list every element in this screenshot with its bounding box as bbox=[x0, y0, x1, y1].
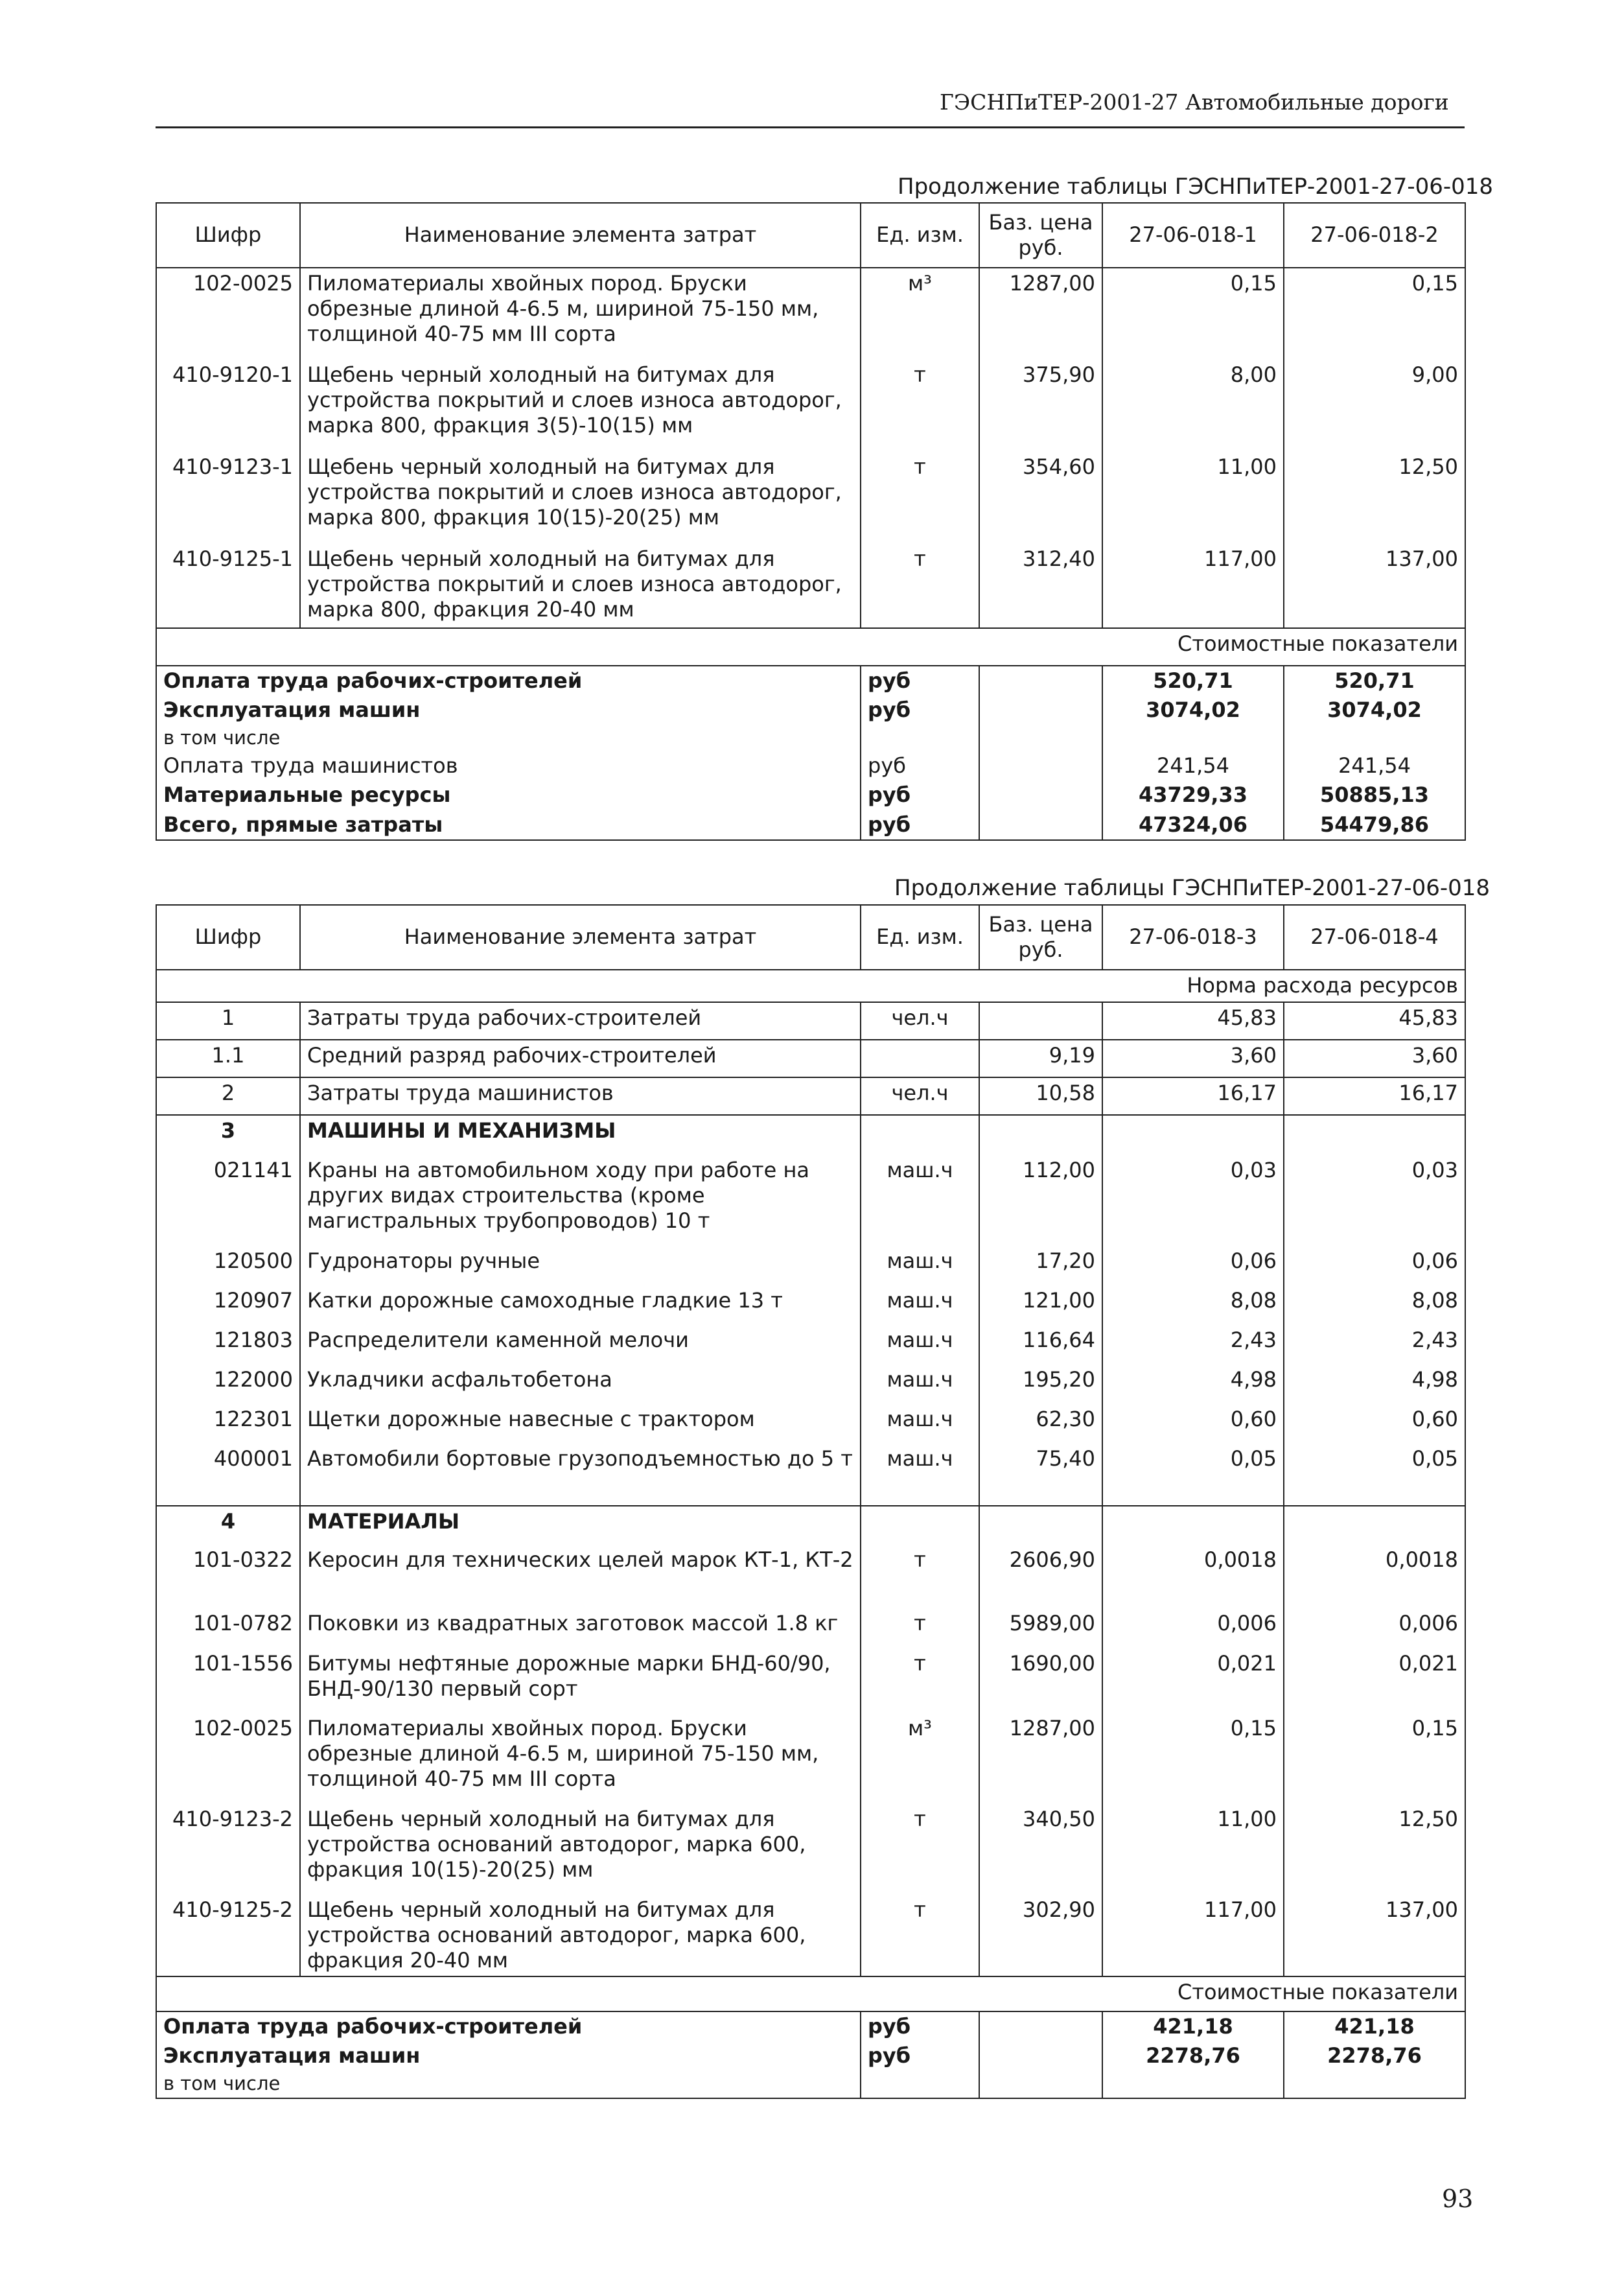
row-unit: чел.ч bbox=[861, 1002, 979, 1040]
row-name: Щебень черный холодный на битумах для устройства покрытий и слоев износа автодорог, марка 800, фракция 10(15)-20(25) мм bbox=[300, 452, 861, 544]
row-name: Поковки из квадратных заготовок массой 1.8 кг bbox=[300, 1608, 861, 1648]
table-row bbox=[156, 1895, 1465, 1976]
cost-row bbox=[156, 2011, 1465, 2041]
row-code: 1 bbox=[156, 1002, 300, 1040]
row-c2: 137,00 bbox=[1284, 1895, 1465, 1976]
row-c2: 0,15 bbox=[1284, 1713, 1465, 1804]
cost-unit: руб bbox=[861, 780, 979, 810]
row-price: 1287,00 bbox=[979, 268, 1102, 360]
row-unit: т bbox=[861, 1804, 979, 1895]
table-row bbox=[156, 1365, 1465, 1404]
section-code: 3 bbox=[156, 1115, 300, 1155]
row-c2: 45,83 bbox=[1284, 1002, 1465, 1040]
row-unit: маш.ч bbox=[861, 1246, 979, 1285]
cost-row bbox=[156, 2041, 1465, 2070]
row-code: 410-9123-2 bbox=[156, 1804, 300, 1895]
row-price: 116,64 bbox=[979, 1325, 1102, 1365]
cost-label: Всего, прямые затраты bbox=[156, 810, 861, 840]
table-row bbox=[156, 1545, 1465, 1608]
cost-row bbox=[156, 751, 1465, 780]
row-c1: 0,15 bbox=[1102, 1713, 1284, 1804]
table1-col-c1: 27-06-018-1 bbox=[1102, 203, 1284, 268]
table-row bbox=[156, 1804, 1465, 1895]
table2-col-code: Шифр bbox=[156, 905, 300, 970]
row-c1: 0,0018 bbox=[1102, 1545, 1284, 1608]
row-c2: 8,08 bbox=[1284, 1285, 1465, 1325]
section-empty bbox=[1102, 1506, 1284, 1545]
section-empty bbox=[1284, 1115, 1465, 1155]
row-unit: т bbox=[861, 1648, 979, 1713]
row-name: Щебень черный холодный на битумах для устройства оснований автодорог, марка 600, фракция 10(15)-20(25) мм bbox=[300, 1804, 861, 1895]
row-c2: 3,60 bbox=[1284, 1040, 1465, 1077]
table2 bbox=[156, 904, 1466, 2099]
table-row bbox=[156, 1285, 1465, 1325]
table2-col-c2: 27-06-018-4 bbox=[1284, 905, 1465, 970]
cost-row bbox=[156, 696, 1465, 725]
cost-c1: 421,18 bbox=[1102, 2011, 1284, 2041]
row-name: Керосин для технических целей марок КТ-1, КТ-2 bbox=[300, 1545, 861, 1608]
cost-row bbox=[156, 725, 1465, 751]
row-unit: маш.ч bbox=[861, 1404, 979, 1444]
section-title: МАШИНЫ И МЕХАНИЗМЫ bbox=[300, 1115, 861, 1155]
cost-unit bbox=[861, 725, 979, 751]
row-code: 122000 bbox=[156, 1365, 300, 1404]
row-price: 5989,00 bbox=[979, 1608, 1102, 1648]
row-c1: 45,83 bbox=[1102, 1002, 1284, 1040]
cost-unit: руб bbox=[861, 666, 979, 696]
table1 bbox=[156, 202, 1466, 841]
table2-col-unit: Ед. изм. bbox=[861, 905, 979, 970]
cost-label: Материальные ресурсы bbox=[156, 780, 861, 810]
table1-cost-header: Стоимостные показатели bbox=[156, 628, 1465, 666]
row-unit: т bbox=[861, 360, 979, 452]
section-row bbox=[156, 1506, 1465, 1545]
row-c2: 16,17 bbox=[1284, 1077, 1465, 1115]
table1-col-c2: 27-06-018-2 bbox=[1284, 203, 1465, 268]
cost-label: в том числе bbox=[156, 725, 861, 751]
row-code: 101-1556 bbox=[156, 1648, 300, 1713]
row-price: 62,30 bbox=[979, 1404, 1102, 1444]
row-name: Щебень черный холодный на битумах для устройства покрытий и слоев износа автодорог, марка 800, фракция 20-40 мм bbox=[300, 544, 861, 628]
row-c2: 0,006 bbox=[1284, 1608, 1465, 1648]
row-code: 2 bbox=[156, 1077, 300, 1115]
row-c2: 9,00 bbox=[1284, 360, 1465, 452]
row-c1: 3,60 bbox=[1102, 1040, 1284, 1077]
table2-col-price: Баз. цена руб. bbox=[979, 905, 1102, 970]
cost-row bbox=[156, 2070, 1465, 2098]
row-name: Щебень черный холодный на битумах для устройства оснований автодорог, марка 600, фракция 20-40 мм bbox=[300, 1895, 861, 1976]
table-row bbox=[156, 1608, 1465, 1648]
row-c1: 0,15 bbox=[1102, 268, 1284, 360]
section-empty bbox=[1284, 1506, 1465, 1545]
table1-col-price: Баз. цена руб. bbox=[979, 203, 1102, 268]
row-unit: маш.ч bbox=[861, 1365, 979, 1404]
row-c2: 2,43 bbox=[1284, 1325, 1465, 1365]
row-name: Щебень черный холодный на битумах для устройства покрытий и слоев износа автодорог, марка 800, фракция 3(5)-10(15) мм bbox=[300, 360, 861, 452]
table1-col-name: Наименование элемента затрат bbox=[300, 203, 861, 268]
row-code: 021141 bbox=[156, 1155, 300, 1246]
row-c1: 0,05 bbox=[1102, 1444, 1284, 1506]
row-unit: т bbox=[861, 1895, 979, 1976]
row-name: Затраты труда машинистов bbox=[300, 1077, 861, 1115]
row-code: 101-0782 bbox=[156, 1608, 300, 1648]
section-code: 4 bbox=[156, 1506, 300, 1545]
row-price: 340,50 bbox=[979, 1804, 1102, 1895]
row-name: Средний разряд рабочих-строителей bbox=[300, 1040, 861, 1077]
row-c1: 16,17 bbox=[1102, 1077, 1284, 1115]
cost-c2: 421,18 bbox=[1284, 2011, 1465, 2041]
cost-c2: 3074,02 bbox=[1284, 696, 1465, 725]
row-c1: 0,006 bbox=[1102, 1608, 1284, 1648]
cost-label: Оплата труда рабочих-строителей bbox=[156, 2011, 861, 2041]
table-row bbox=[156, 1077, 1465, 1115]
page-header: ГЭСНПиТЕР-2001-27 Автомобильные дороги bbox=[940, 89, 1449, 115]
row-c1: 0,03 bbox=[1102, 1155, 1284, 1246]
cost-row bbox=[156, 780, 1465, 810]
row-name: Пиломатериалы хвойных пород. Бруски обрезные длиной 4-6.5 м, шириной 75-150 мм, толщиной 40-75 мм III сорта bbox=[300, 1713, 861, 1804]
cost-c1: 241,54 bbox=[1102, 751, 1284, 780]
row-code: 410-9125-1 bbox=[156, 544, 300, 628]
row-price: 9,19 bbox=[979, 1040, 1102, 1077]
row-unit: чел.ч bbox=[861, 1077, 979, 1115]
row-unit: маш.ч bbox=[861, 1325, 979, 1365]
cost-c2 bbox=[1284, 2070, 1465, 2098]
row-unit: м³ bbox=[861, 1713, 979, 1804]
row-c1: 117,00 bbox=[1102, 1895, 1284, 1976]
table-row bbox=[156, 1648, 1465, 1713]
table1-caption: Продолжение таблицы ГЭСНПиТЕР-2001-27-06-018 bbox=[898, 174, 1494, 200]
cost-label: Оплата труда рабочих-строителей bbox=[156, 666, 861, 696]
row-unit bbox=[861, 1040, 979, 1077]
row-unit: т bbox=[861, 1545, 979, 1608]
row-c1: 0,021 bbox=[1102, 1648, 1284, 1713]
row-price: 10,58 bbox=[979, 1077, 1102, 1115]
cost-unit: руб bbox=[861, 810, 979, 840]
cost-label: Эксплуатация машин bbox=[156, 2041, 861, 2070]
row-c1: 117,00 bbox=[1102, 544, 1284, 628]
table-row bbox=[156, 1002, 1465, 1040]
row-price: 195,20 bbox=[979, 1365, 1102, 1404]
cost-c1: 2278,76 bbox=[1102, 2041, 1284, 2070]
row-price: 354,60 bbox=[979, 452, 1102, 544]
cost-unit: руб bbox=[861, 696, 979, 725]
cost-empty bbox=[979, 2011, 1102, 2041]
row-c2: 12,50 bbox=[1284, 452, 1465, 544]
table1-header-row bbox=[156, 203, 1465, 268]
cost-empty bbox=[979, 2041, 1102, 2070]
page-number: 93 bbox=[1442, 2185, 1474, 2213]
table2-header-row bbox=[156, 905, 1465, 970]
row-unit: маш.ч bbox=[861, 1444, 979, 1506]
row-code: 122301 bbox=[156, 1404, 300, 1444]
row-code: 400001 bbox=[156, 1444, 300, 1506]
table2-cost-header: Стоимостные показатели bbox=[156, 1976, 1465, 2011]
cost-c1: 3074,02 bbox=[1102, 696, 1284, 725]
row-unit: м³ bbox=[861, 268, 979, 360]
cost-c2: 2278,76 bbox=[1284, 2041, 1465, 2070]
section-empty bbox=[979, 1506, 1102, 1545]
table1-cost-header-row bbox=[156, 628, 1465, 666]
row-price: 121,00 bbox=[979, 1285, 1102, 1325]
row-unit: т bbox=[861, 1608, 979, 1648]
row-c2: 0,60 bbox=[1284, 1404, 1465, 1444]
row-name: Гудронаторы ручные bbox=[300, 1246, 861, 1285]
table-row bbox=[156, 1155, 1465, 1246]
row-c2: 12,50 bbox=[1284, 1804, 1465, 1895]
section-empty bbox=[979, 1115, 1102, 1155]
table2-caption: Продолжение таблицы ГЭСНПиТЕР-2001-27-06-018 bbox=[894, 875, 1491, 901]
row-price: 2606,90 bbox=[979, 1545, 1102, 1608]
row-c2: 4,98 bbox=[1284, 1365, 1465, 1404]
row-code: 410-9120-1 bbox=[156, 360, 300, 452]
cost-empty bbox=[979, 2070, 1102, 2098]
table2-cost-header-row bbox=[156, 1976, 1465, 2011]
table-row bbox=[156, 268, 1465, 360]
row-name: Пиломатериалы хвойных пород. Бруски обрезные длиной 4-6.5 м, шириной 75-150 мм, толщиной 40-75 мм III сорта bbox=[300, 268, 861, 360]
cost-c1 bbox=[1102, 725, 1284, 751]
section-row bbox=[156, 1115, 1465, 1155]
row-code: 410-9125-2 bbox=[156, 1895, 300, 1976]
cost-empty bbox=[979, 810, 1102, 840]
cost-c2: 54479,86 bbox=[1284, 810, 1465, 840]
row-unit: т bbox=[861, 452, 979, 544]
cost-c1: 47324,06 bbox=[1102, 810, 1284, 840]
row-c1: 8,08 bbox=[1102, 1285, 1284, 1325]
table-row bbox=[156, 360, 1465, 452]
table1-col-code: Шифр bbox=[156, 203, 300, 268]
row-c2: 0,06 bbox=[1284, 1246, 1465, 1285]
cost-c1 bbox=[1102, 2070, 1284, 2098]
row-c2: 0,15 bbox=[1284, 268, 1465, 360]
cost-c2: 50885,13 bbox=[1284, 780, 1465, 810]
row-name: Краны на автомобильном ходу при работе на других видах строительства (кроме магистральных трубопроводов) 10 т bbox=[300, 1155, 861, 1246]
row-price bbox=[979, 1002, 1102, 1040]
table1-col-unit: Ед. изм. bbox=[861, 203, 979, 268]
cost-c2 bbox=[1284, 725, 1465, 751]
row-c1: 11,00 bbox=[1102, 1804, 1284, 1895]
table-row bbox=[156, 1713, 1465, 1804]
cost-unit: руб bbox=[861, 751, 979, 780]
row-unit: т bbox=[861, 544, 979, 628]
table-row bbox=[156, 1040, 1465, 1077]
row-c1: 11,00 bbox=[1102, 452, 1284, 544]
row-unit: маш.ч bbox=[861, 1285, 979, 1325]
row-name: Битумы нефтяные дорожные марки БНД-60/90, БНД-90/130 первый сорт bbox=[300, 1648, 861, 1713]
row-name: Автомобили бортовые грузоподъемностью до 5 т bbox=[300, 1444, 861, 1506]
row-price: 112,00 bbox=[979, 1155, 1102, 1246]
cost-row bbox=[156, 666, 1465, 696]
row-c2: 0,0018 bbox=[1284, 1545, 1465, 1608]
cost-row bbox=[156, 810, 1465, 840]
table-row bbox=[156, 544, 1465, 628]
row-c2: 0,05 bbox=[1284, 1444, 1465, 1506]
cost-c2: 520,71 bbox=[1284, 666, 1465, 696]
section-empty bbox=[1102, 1115, 1284, 1155]
row-code: 102-0025 bbox=[156, 268, 300, 360]
row-price: 75,40 bbox=[979, 1444, 1102, 1506]
header-rule bbox=[156, 126, 1465, 128]
row-unit: маш.ч bbox=[861, 1155, 979, 1246]
row-code: 410-9123-1 bbox=[156, 452, 300, 544]
row-code: 101-0322 bbox=[156, 1545, 300, 1608]
row-name: Укладчики асфальтобетона bbox=[300, 1365, 861, 1404]
row-c2: 0,021 bbox=[1284, 1648, 1465, 1713]
row-price: 1690,00 bbox=[979, 1648, 1102, 1713]
row-name: Катки дорожные самоходные гладкие 13 т bbox=[300, 1285, 861, 1325]
section-empty bbox=[861, 1506, 979, 1545]
row-price: 17,20 bbox=[979, 1246, 1102, 1285]
row-code: 1.1 bbox=[156, 1040, 300, 1077]
row-c1: 2,43 bbox=[1102, 1325, 1284, 1365]
row-price: 1287,00 bbox=[979, 1713, 1102, 1804]
cost-label: в том числе bbox=[156, 2070, 861, 2098]
cost-empty bbox=[979, 696, 1102, 725]
row-name: Распределители каменной мелочи bbox=[300, 1325, 861, 1365]
row-code: 120907 bbox=[156, 1285, 300, 1325]
section-empty bbox=[861, 1115, 979, 1155]
row-c2: 0,03 bbox=[1284, 1155, 1465, 1246]
table-row bbox=[156, 1444, 1465, 1506]
table2-norm-header-row bbox=[156, 970, 1465, 1002]
row-c1: 4,98 bbox=[1102, 1365, 1284, 1404]
section-title: МАТЕРИАЛЫ bbox=[300, 1506, 861, 1545]
cost-c1: 43729,33 bbox=[1102, 780, 1284, 810]
row-c2: 137,00 bbox=[1284, 544, 1465, 628]
row-c1: 0,06 bbox=[1102, 1246, 1284, 1285]
row-price: 375,90 bbox=[979, 360, 1102, 452]
table2-col-c1: 27-06-018-3 bbox=[1102, 905, 1284, 970]
cost-label: Эксплуатация машин bbox=[156, 696, 861, 725]
row-price: 312,40 bbox=[979, 544, 1102, 628]
cost-unit: руб bbox=[861, 2041, 979, 2070]
row-c1: 8,00 bbox=[1102, 360, 1284, 452]
table-row bbox=[156, 452, 1465, 544]
table2-col-name: Наименование элемента затрат bbox=[300, 905, 861, 970]
cost-c2: 241,54 bbox=[1284, 751, 1465, 780]
cost-unit: руб bbox=[861, 2011, 979, 2041]
table2-norm-header: Норма расхода ресурсов bbox=[156, 970, 1465, 1002]
cost-empty bbox=[979, 751, 1102, 780]
table-row bbox=[156, 1325, 1465, 1365]
row-c1: 0,60 bbox=[1102, 1404, 1284, 1444]
row-price: 302,90 bbox=[979, 1895, 1102, 1976]
row-code: 102-0025 bbox=[156, 1713, 300, 1804]
cost-c1: 520,71 bbox=[1102, 666, 1284, 696]
table-row bbox=[156, 1404, 1465, 1444]
row-name: Щетки дорожные навесные с трактором bbox=[300, 1404, 861, 1444]
cost-empty bbox=[979, 780, 1102, 810]
row-name: Затраты труда рабочих-строителей bbox=[300, 1002, 861, 1040]
cost-empty bbox=[979, 666, 1102, 696]
row-code: 121803 bbox=[156, 1325, 300, 1365]
cost-empty bbox=[979, 725, 1102, 751]
cost-unit bbox=[861, 2070, 979, 2098]
row-code: 120500 bbox=[156, 1246, 300, 1285]
cost-label: Оплата труда машинистов bbox=[156, 751, 861, 780]
table-row bbox=[156, 1246, 1465, 1285]
